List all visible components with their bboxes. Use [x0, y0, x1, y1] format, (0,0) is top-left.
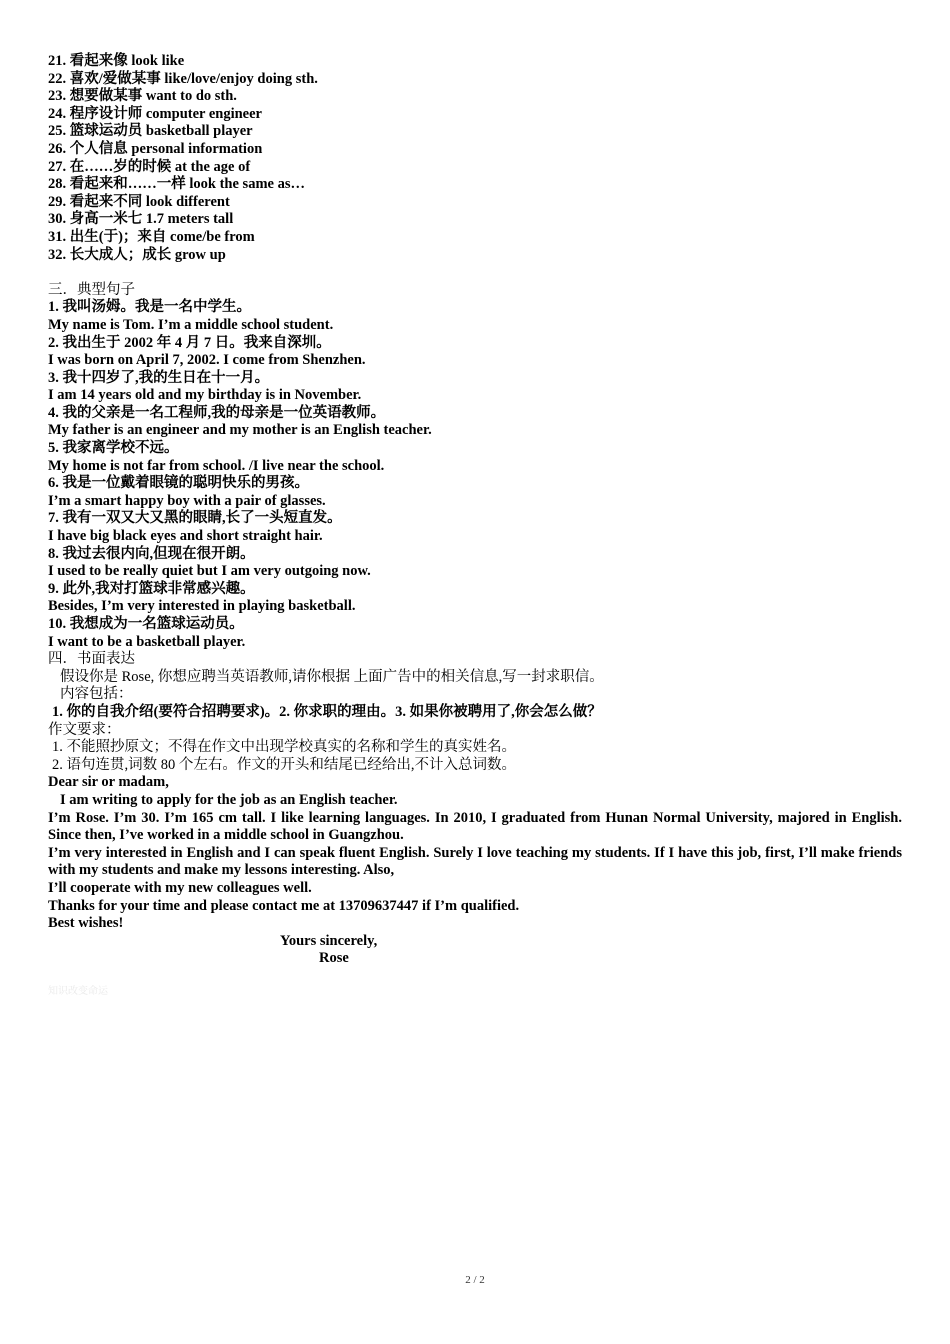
sentence-chinese: 10. 我想成为一名篮球运动员。 [48, 616, 244, 632]
writing-heading: 四．书面表达 [48, 651, 135, 668]
phrase-item: 30. 身高一米七 1.7 meters tall [48, 211, 234, 228]
sentence-chinese: 3. 我十四岁了,我的生日在十一月。 [48, 369, 270, 386]
requirements-label: 作文要求： [48, 721, 121, 738]
phrase-item: 24. 程序设计师 computer engineer [48, 105, 262, 122]
phrase-item: 21. 看起来像 look like [48, 53, 185, 69]
sentence-chinese: 8. 我过去很内向,但现在很开朗。 [48, 545, 255, 562]
sentence-english: Besides, I’m very interested in playing basketball. [48, 598, 356, 615]
letter-paragraph-2: I’m very interested in English and I can speak fluent English. Surely I love teaching my students. If I have this job, first, I’ll make friends with my students and make my lessons interesting. Also, [48, 844, 902, 879]
letter-closing: Yours sincerely, [280, 932, 378, 949]
letter-salutation: Dear sir or madam, [48, 774, 169, 791]
phrase-item: 31. 出生(于)；来自 come/be from [48, 228, 255, 245]
phrase-item: 29. 看起来不同 look different [48, 193, 230, 210]
phrase-item: 23. 想要做某事 want to do sth. [48, 88, 237, 105]
letter-paragraph-1: I’m Rose. I’m 30. I’m 165 cm tall. I like learning languages. In 2010, I graduated from Hunan Normal University, majored in English. Since then, I’ve worked in a middle school in Guangzhou. [48, 809, 902, 844]
sentence-chinese: 9. 此外,我对打篮球非常感兴趣。 [48, 580, 255, 597]
letter-paragraph-3: I’ll cooperate with my new colleagues well. [48, 879, 312, 896]
content-items: 1. 你的自我介绍(要符合招聘要求)。2. 你求职的理由。3. 如果你被聘用了,你会怎么做？ [52, 703, 602, 720]
phrase-item: 28. 看起来和……一样 look the same as… [48, 176, 305, 193]
letter-signature: Rose [319, 950, 349, 967]
writing-prompt: 假设你是 Rose, 你想应聘当英语教师,请你根据 上面广告中的相关信息,写一封求职信。 [60, 668, 604, 685]
sentence-list [48, 299, 902, 651]
watermark-text: 知识改变命运 [48, 985, 108, 997]
sentence-chinese: 7. 我有一双又大又黑的眼睛,长了一头短直发。 [48, 510, 342, 527]
sentence-english: I am 14 years old and my birthday is in November. [48, 387, 362, 404]
phrase-item: 32. 长大成人；成长 grow up [48, 246, 226, 263]
sentence-english: I want to be a basketball player. [48, 633, 246, 650]
letter-wishes: Best wishes! [48, 915, 124, 932]
sentence-chinese: 4. 我的父亲是一名工程师,我的母亲是一位英语教师。 [48, 404, 386, 421]
sentence-english: I’m a smart happy boy with a pair of glasses. [48, 492, 326, 509]
phrase-item: 22. 喜欢/爱做某事 like/love/enjoy doing sth. [48, 70, 318, 87]
phrase-item: 25. 篮球运动员 basketball player [48, 123, 253, 140]
sentence-english: My home is not far from school. /I live near the school. [48, 457, 385, 474]
sentence-english: My name is Tom. I’m a middle school student. [48, 316, 334, 333]
letter-opening: I am writing to apply for the job as an English teacher. [60, 791, 398, 808]
sentence-chinese: 5. 我家离学校不远。 [48, 440, 179, 457]
sentence-english: I have big black eyes and short straight hair. [48, 528, 323, 545]
phrase-item: 27. 在……岁的时候 at the age of [48, 158, 251, 175]
page-number: 2 / 2 [465, 1274, 485, 1286]
phrase-item: 26. 个人信息 personal information [48, 140, 263, 157]
requirement-1: 1. 不能照抄原文；不得在作文中出现学校真实的名称和学生的真实姓名。 [52, 739, 516, 756]
sentences-heading: 三．典型句子 [48, 281, 135, 298]
sentence-english: My father is an engineer and my mother is an English teacher. [48, 422, 432, 439]
sentence-english: I used to be really quiet but I am very outgoing now. [48, 563, 371, 580]
sentence-chinese: 2. 我出生于 2002 年 4 月 7 日。我来自深圳。 [48, 334, 331, 351]
content-label: 内容包括： [60, 686, 133, 703]
sentence-english: I was born on April 7, 2002. I come from Shenzhen. [48, 352, 366, 369]
requirement-2: 2. 语句连贯,词数 80 个左右。作文的开头和结尾已经给出,不计入总词数。 [52, 756, 516, 773]
letter-paragraph-4: Thanks for your time and please contact me at 13709637447 if I’m qualified. [48, 897, 520, 914]
phrase-list [48, 53, 902, 264]
document-page [48, 53, 902, 997]
sentence-chinese: 6. 我是一位戴着眼镜的聪明快乐的男孩。 [48, 475, 309, 492]
sentence-chinese: 1. 我叫汤姆。我是一名中学生。 [48, 299, 251, 316]
